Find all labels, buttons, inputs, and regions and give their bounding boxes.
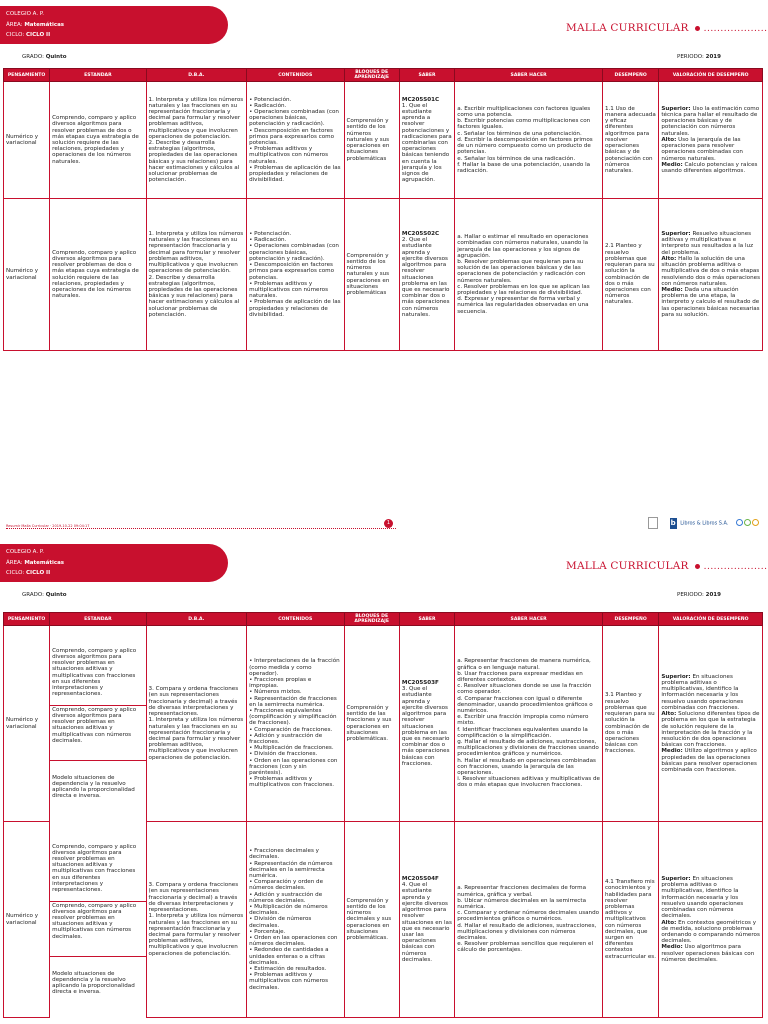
dba-cell: 3. Compara y ordena fracciones (en sus representaciones fraccionaria y decimal) a través de diversas interpretaciones y representaciones. 1. Interpreta y utiliza los números naturales y las fracciones en su representación fraccionaria y decimal para formular y resolver problemas aditivos, multiplicativos y que involucren operaciones de potenciación. bbox=[146, 822, 247, 1018]
curriculum-table bbox=[3, 612, 763, 1018]
saber-cell: MC205S04F 4. Que el estudiante aprenda y ejercite diversos algoritmos para resolver situaciones en las que es necesario usar las operaciones básicas con números decimales. bbox=[399, 822, 454, 1018]
saber-hacer-cell: a. Escribir multiplicaciones con factores iguales como una potencia. b. Escribir potencias como multiplicaciones con factores iguales. c. Señalar los términos de una potenciación. d. Escribir la descomposición en factores primos de un número compuesto como un producto de potencias. e. Señalar los términos de una radicación. f. Hallar la base de una potenciación, usando la radicación. bbox=[455, 82, 603, 199]
table-header-row bbox=[4, 69, 763, 82]
contenidos-cell: • Potenciación. • Radicación. • Operaciones combinadas (con operaciones básicas, potenciación y radicación). • Descomposición en factores primos para expresarlos como potencias. • Problemas aditivos y multiplicativos con números naturales. • Problemas de aplicación de las propiedades y relaciones de divisibilidad. bbox=[247, 199, 344, 351]
pensamiento-cell: Numérico y variacional bbox=[4, 822, 50, 1018]
column-header: D.B.A. bbox=[146, 69, 247, 82]
header-banner bbox=[0, 544, 228, 582]
column-header: ESTANDAR bbox=[50, 613, 146, 626]
page-footer: Resumir Malla Curricular · 2019-10-22 09:04:17 bbox=[6, 524, 396, 529]
publisher-logos bbox=[648, 517, 760, 529]
ciclo-value: CICLO II bbox=[26, 32, 51, 38]
table-header-row bbox=[4, 613, 763, 626]
column-header: D.B.A. bbox=[146, 613, 247, 626]
document-title: MALLA CURRICULAR ................... bbox=[566, 560, 768, 572]
area-label: ÁREA: bbox=[6, 559, 23, 566]
header-banner bbox=[0, 6, 228, 44]
column-header: BLOQUES DE APRENDIZAJE bbox=[344, 69, 399, 82]
page-2 bbox=[0, 538, 768, 1024]
rings-logo-icon bbox=[736, 519, 760, 528]
estandar-cell: Comprendo, comparo y aplico diversos algoritmos para resolver problemas de dos o más etapas cuya estrategia de solución requiere de las relaciones, propiedades y operaciones de los números naturales. bbox=[50, 82, 146, 199]
saber-cell: MC205S03F 3. Que el estudiante aprenda y ejercite diversos algoritmos para resolver situaciones problema en las que es necesario combinar dos o más operaciones básicas con fracciones. bbox=[399, 626, 454, 822]
valoracion-cell: Superior: Resuelvo situaciones aditivas y multiplicativas e interpreto sus resultados a la luz del problema. Alto: Hallo la solución de una situación problema aditiva o multiplicativa de dos o más etapas resolviendo dos o más operaciones con números naturales. Medio: Dada una situación problema de una etapa, la interpreto y calculo el resultado de las operaciones básicas necesarias para su solución. bbox=[659, 199, 763, 351]
column-header: DESEMPEÑO bbox=[602, 69, 658, 82]
saber-hacer-cell: a. Representar fracciones decimales de forma numérica, gráfica y verbal. b. Ubicar números decimales en la semirrecta numérica. c. Comparar y ordenar números decimales usando procedimientos gráficos o numéricos. d. Hallar el resultado de adiciones, sustracciones, multiplicaciones y divisiones con números decimales. e. Resolver problemas sencillos que requieren el cálculo de porcentajes. bbox=[455, 822, 603, 1018]
desempeno-cell: 1.1 Uso de manera adecuada y eficaz diferentes algoritmos para resolver operaciones básicas y de potenciación con números naturales. bbox=[602, 82, 658, 199]
column-header: DESEMPEÑO bbox=[602, 613, 658, 626]
table-row bbox=[4, 626, 763, 822]
pensamiento-cell: Numérico y variacional bbox=[4, 82, 50, 199]
valoracion-cell: Superior: En situaciones problema aditivas o multiplicativas, identifico la información necesaria y los resuelvo usando operaciones combinadas con fracciones. Alto: Soluciono diferentes tipos de problema en los que la estrategia de solución requiere de la interpretación de la fracción y la resolución de dos operaciones básicas con fracciones. Medio: Utilizo algoritmos y aplico propiedades de las operaciones básicas para resolver operaciones combinada con fracciones. bbox=[659, 626, 763, 822]
table-row bbox=[4, 82, 763, 199]
publisher-logo-icon: b bbox=[670, 518, 676, 527]
desempeno-cell: 2.1 Planteo y resuelvo problemas que requieran para su solución la combinación de dos o más operaciones con números naturales. bbox=[602, 199, 658, 351]
desempeno-cell: 4.1 Transfiero mis conocimientos y habilidades para resolver problemas aditivos y multiplicativos con números decimales, que surgen en diferentes contextos extracurricular es. bbox=[602, 822, 658, 1018]
area-label: ÁREA: bbox=[6, 21, 23, 28]
grado: GRADO: Quinto bbox=[22, 592, 67, 598]
column-header: SABER HACER bbox=[455, 613, 603, 626]
ciclo-value: CICLO II bbox=[26, 570, 51, 576]
column-header: PENSAMIENTO bbox=[4, 69, 50, 82]
area-value: Matemáticas bbox=[24, 21, 65, 28]
contenidos-cell: • Fracciones decimales y decimales. • Representación de números decimales en la semirrecta numérica. • Comparación y orden de números decimales. • Adición y sustracción de números decimales. • Multiplicación de números decimales. • División de números decimales. • Porcentaje. • Orden en las operaciones con números decimales. • Redondeo de cantidades a unidades enteras o a cifras decimales. • Estimación de resultados. • Problemas aditivos y multiplicativos con números decimales. bbox=[247, 822, 344, 1018]
estandar-cell: Comprendo, comparo y aplico diversos algoritmos para resolver problemas en situaciones aditivas y multiplicativas con fracciones en sus diferentes interpretaciones y representaciones. Comprendo, comparo y aplico diversos algoritmos para resolver problemas en situaciones aditivas y multiplicativas con números decimales. Modelo situaciones de dependencia y la resuelvo aplicando la proporcionalidad directa e inversa. bbox=[50, 626, 146, 822]
valoracion-cell: Superior: En situaciones problema aditivas o multiplicativas, identifico la información necesaria y los resuelvo usando operaciones combinadas con números decimales. Alto: En contextos geométricos y de medida, soluciono problemas ordenando o comparando números decimales. Medio: Uso algoritmos para resolver operaciones básicas con números decimales. bbox=[659, 822, 763, 1018]
valoracion-cell: Superior: Uso la estimación como técnica para hallar el resultado de operaciones básicas y de potenciación con números naturales. Alto: Uso la jerarquía de las operaciones para resolver operaciones combinadas con números naturales. Medio: Calculo potencias y raíces usando diferentes algoritmos. bbox=[659, 82, 763, 199]
document-title: MALLA CURRICULAR ................... bbox=[566, 22, 768, 34]
pensamiento-cell: Numérico y variacional bbox=[4, 626, 50, 822]
dba-cell: 1. Interpreta y utiliza los números naturales y las fracciones en su representación fraccionaria y decimal para formular y resolver problemas aditivos, multiplicativos y que involucren operaciones de potenciación. 2. Describe y desarrolla estrategias (algoritmos, propiedades de las operaciones básicas y sus relaciones) para hacer estimaciones y cálculos al solucionar problemas de potenciación. bbox=[146, 82, 247, 199]
table-row bbox=[4, 199, 763, 351]
grado: GRADO: Quinto bbox=[22, 54, 67, 60]
saber-hacer-cell: a. Representar fracciones de manera numérica, gráfica o en lenguaje natural. b. Usar fracciones para expresar medidas en diferentes contextos. c. Resolver situaciones donde se use la fracción como operador. d. Comparar fracciones con igual o diferente denominador, usando procedimientos gráficos o numéricos. e. Escribir una fracción impropia como número mixto. f. Identificar fracciones equivalentes usando la complificación o la simplificación. g. Hallar el resultado de adiciones, sustracciones, multiplicaciones y divisiones de fracciones usando procedimientos gráficos y numéricos. h. Hallar el resultado en operaciones combinadas con fracciones, usando la jerarquía de las operaciones. i. Resolver situaciones aditivas y multiplicativas de dos o más etapas que involucren fracciones. bbox=[455, 626, 603, 822]
column-header: VALORACIÓN DE DESEMPEÑO bbox=[659, 69, 763, 82]
area-value: Matemáticas bbox=[24, 559, 65, 566]
table-row bbox=[4, 822, 763, 1018]
bloques-cell: Comprensión y sentido de las fracciones y sus operaciones en situaciones problemáticas. bbox=[344, 626, 399, 822]
saber-code: MC205S04F bbox=[401, 876, 439, 883]
bullet-icon bbox=[695, 26, 700, 31]
page-number: 1 bbox=[384, 519, 393, 528]
ciclo-label: CICLO: bbox=[6, 570, 25, 576]
column-header: SABER bbox=[399, 69, 454, 82]
column-header: SABER HACER bbox=[455, 69, 603, 82]
pensamiento-cell: Numérico y variacional bbox=[4, 199, 50, 351]
document-icon bbox=[648, 517, 658, 529]
saber-cell: MC205S02C 2. Que el estudiante aprenda y ejercite diversos algoritmos para resolver situaciones problema en las que es necesario combinar dos o más operaciones con números naturales. bbox=[399, 199, 454, 351]
estandar-cell: Comprendo, comparo y aplico diversos algoritmos para resolver problemas en situaciones aditivas y multiplicativas con fracciones en sus diferentes interpretaciones y representaciones. Comprendo, comparo y aplico diversos algoritmos para resolver problemas en situaciones aditivas y multiplicativas con números decimales. Modelo situaciones de dependencia y la resuelvo aplicando la proporcionalidad directa e inversa. bbox=[50, 822, 146, 1018]
ciclo-label: CICLO: bbox=[6, 32, 25, 38]
periodo: PERIODO: 2019 bbox=[677, 54, 721, 60]
saber-cell: MC205S01C 1. Que el estudiante aprenda a resolver potenciaciones y radicaciones para combinarlas con operaciones básicas teniendo en cuenta la jerarquía y los signos de agrupación. bbox=[399, 82, 454, 199]
saber-code: MC205S03F bbox=[401, 680, 439, 687]
publisher-name: Libros & Libros S.A. bbox=[680, 520, 729, 527]
column-header: ESTANDAR bbox=[50, 69, 146, 82]
saber-code: MC205S01C bbox=[401, 96, 440, 103]
contenidos-cell: • Interpretaciones de la fracción (como medida y como operador). • Fracciones propias e impropias. • Números mixtos. • Representación de fracciones en la semirrecta numérica. • Fracciones equivalentes (complificación y simplificación de fracciones). • Comparación de fracciones. • Adición y sustracción de fracciones. • Multiplicación de fracciones. • División de fracciones. • Orden en las operaciones con fracciones (con y sin paréntesis). • Problemas aditivos y multiplicativos con fracciones. bbox=[247, 626, 344, 822]
bloques-cell: Comprensión y sentido de los números naturales y sus operaciones en situaciones problemáticas bbox=[344, 199, 399, 351]
desempeno-cell: 3.1 Planteo y resuelvo problemas que requieran para su solución la combinación de dos o más operaciones básicas con fracciones. bbox=[602, 626, 658, 822]
column-header: VALORACIÓN DE DESEMPEÑO bbox=[659, 613, 763, 626]
curriculum-table bbox=[3, 68, 763, 351]
dba-cell: 3. Compara y ordena fracciones (en sus representaciones fraccionaria y decimal) a través de diversas interpretaciones y representaciones. 1. Interpreta y utiliza los números naturales y las fracciones en su representación fraccionaria y decimal para formular y resolver problemas aditivos, multiplicativos y que involucren operaciones de potenciación. bbox=[146, 626, 247, 822]
estandar-cell: Comprendo, comparo y aplico diversos algoritmos para resolver problemas de dos o más etapas cuya estrategia de solución requiere de las relaciones, propiedades y operaciones de los números naturales. bbox=[50, 199, 146, 351]
contenidos-cell: • Potenciación. • Radicación. • Operaciones combinadas (con operaciones básicas, potenciación y radicación). • Descomposición en factores primos para expresarlos como potencias. • Problemas aditivos y multiplicativos con números naturales. • Problemas de aplicación de las propiedades y relaciones de divisibilidad. bbox=[247, 82, 344, 199]
column-header: PENSAMIENTO bbox=[4, 613, 50, 626]
bloques-cell: Comprensión y sentido de los números decimales y sus operaciones en situaciones problemáticas. bbox=[344, 822, 399, 1018]
column-header: CONTENIDOS bbox=[247, 69, 344, 82]
periodo: PERIODO: 2019 bbox=[677, 592, 721, 598]
saber-hacer-cell: a. Hallar o estimar el resultado en operaciones combinadas con números naturales, usando la jerarquía de las operaciones y los signos de agrupación. b. Resolver problemas que requieran para su solución de las operaciones básicas y de las operaciones de potenciación y radicación con números naturales. c. Resolver problemas en los que se aplican las propiedades y las relaciones de divisibilidad. d. Expresar y representar de forma verbal y numérica las regularidades observadas en una secuencia. bbox=[455, 199, 603, 351]
school-name: COLEGIO A. P. bbox=[6, 549, 45, 555]
column-header: CONTENIDOS bbox=[247, 613, 344, 626]
column-header: SABER bbox=[399, 613, 454, 626]
column-header: BLOQUES DE APRENDIZAJE bbox=[344, 613, 399, 626]
bloques-cell: Comprensión y sentido de los números naturales y sus operaciones en situaciones problemáticas bbox=[344, 82, 399, 199]
school-name: COLEGIO A. P. bbox=[6, 11, 45, 17]
bullet-icon bbox=[695, 564, 700, 569]
saber-code: MC205S02C bbox=[401, 231, 440, 238]
dba-cell: 1. Interpreta y utiliza los números naturales y las fracciones en su representación fraccionaria y decimal para formular y resolver problemas aditivos, multiplicativos y que involucren operaciones de potenciación. 2. Describe y desarrolla estrategias (algoritmos, propiedades de las operaciones básicas y sus relaciones) para hacer estimaciones y cálculos al solucionar problemas de potenciación. bbox=[146, 199, 247, 351]
